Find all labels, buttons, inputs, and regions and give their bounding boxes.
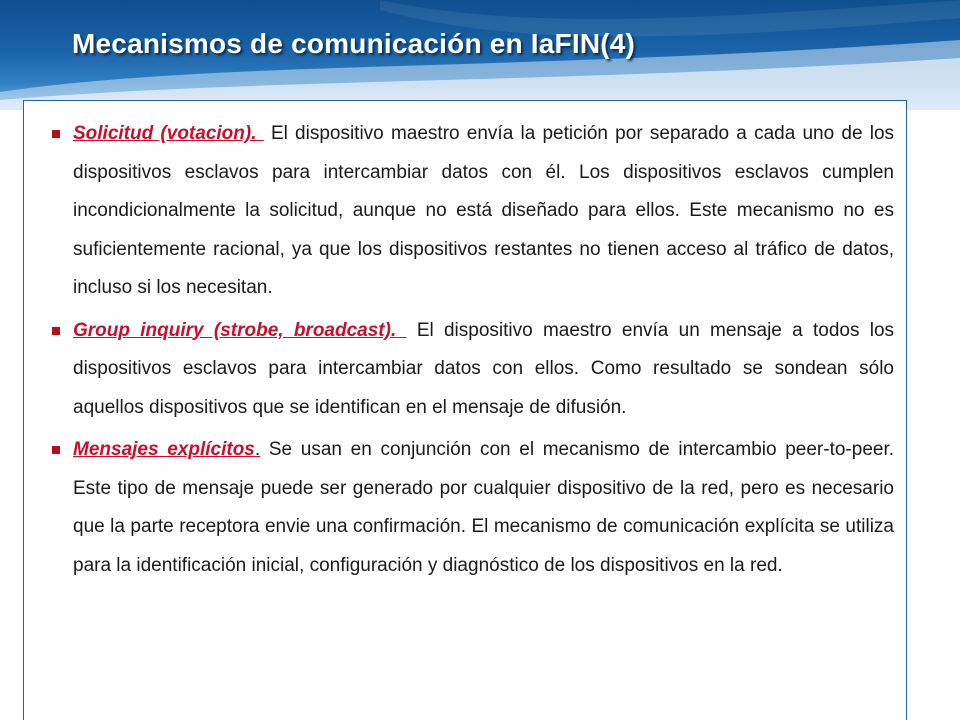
bullet-item-mensajes-explicitos: [48, 431, 894, 585]
bullet-term: Mensajes explícitos: [73, 439, 255, 460]
content-frame: [23, 100, 907, 720]
bullet-text: El dispositivo maestro envía la petición por separado a cada uno de los dispositivos esclavos para intercambiar datos con él. Los dispositivos esclavos cumplen incondicionalmente la solicitud, aunque no está diseñado para ellos. Este mecanismo no es suficientemente racional, ya que los dispositivos restantes no tienen acceso al tráfico de datos, incluso si los necesitan.: [73, 123, 895, 298]
bullet-text: Se usan en conjunción con el mecanismo de intercambio peer-to-peer. Este tipo de mensaje puede ser generado por cualquier dispositivo de la red, pero es necesario que la parte receptora envie una confirmación. El mecanismo de comunicación explícita se utiliza para la identificación inicial, configuración y diagnóstico de los dispositivos en la red.: [73, 439, 895, 576]
square-bullet-icon: [52, 327, 60, 335]
bullet-list: [48, 115, 894, 589]
bullet-item-solicitud: [48, 115, 894, 308]
square-bullet-icon: [52, 130, 60, 138]
bullet-term: Solicitud (votacion).: [73, 123, 257, 144]
bullet-text: El dispositivo maestro envía un mensaje a todos los dispositivos esclavos para intercambiar datos con ellos. Como resultado se sondean sólo aquellos dispositivos que se identifican en el mensaje de difusión.: [73, 319, 895, 418]
bullet-term: Group inquiry (strobe, broadcast).: [73, 319, 397, 341]
square-bullet-icon: [52, 446, 60, 454]
bullet-term-suffix: .: [254, 439, 261, 460]
bullet-item-group-inquiry: [48, 312, 894, 428]
slide-title: Mecanismos de comunicación en IaFIN(4): [72, 28, 636, 59]
